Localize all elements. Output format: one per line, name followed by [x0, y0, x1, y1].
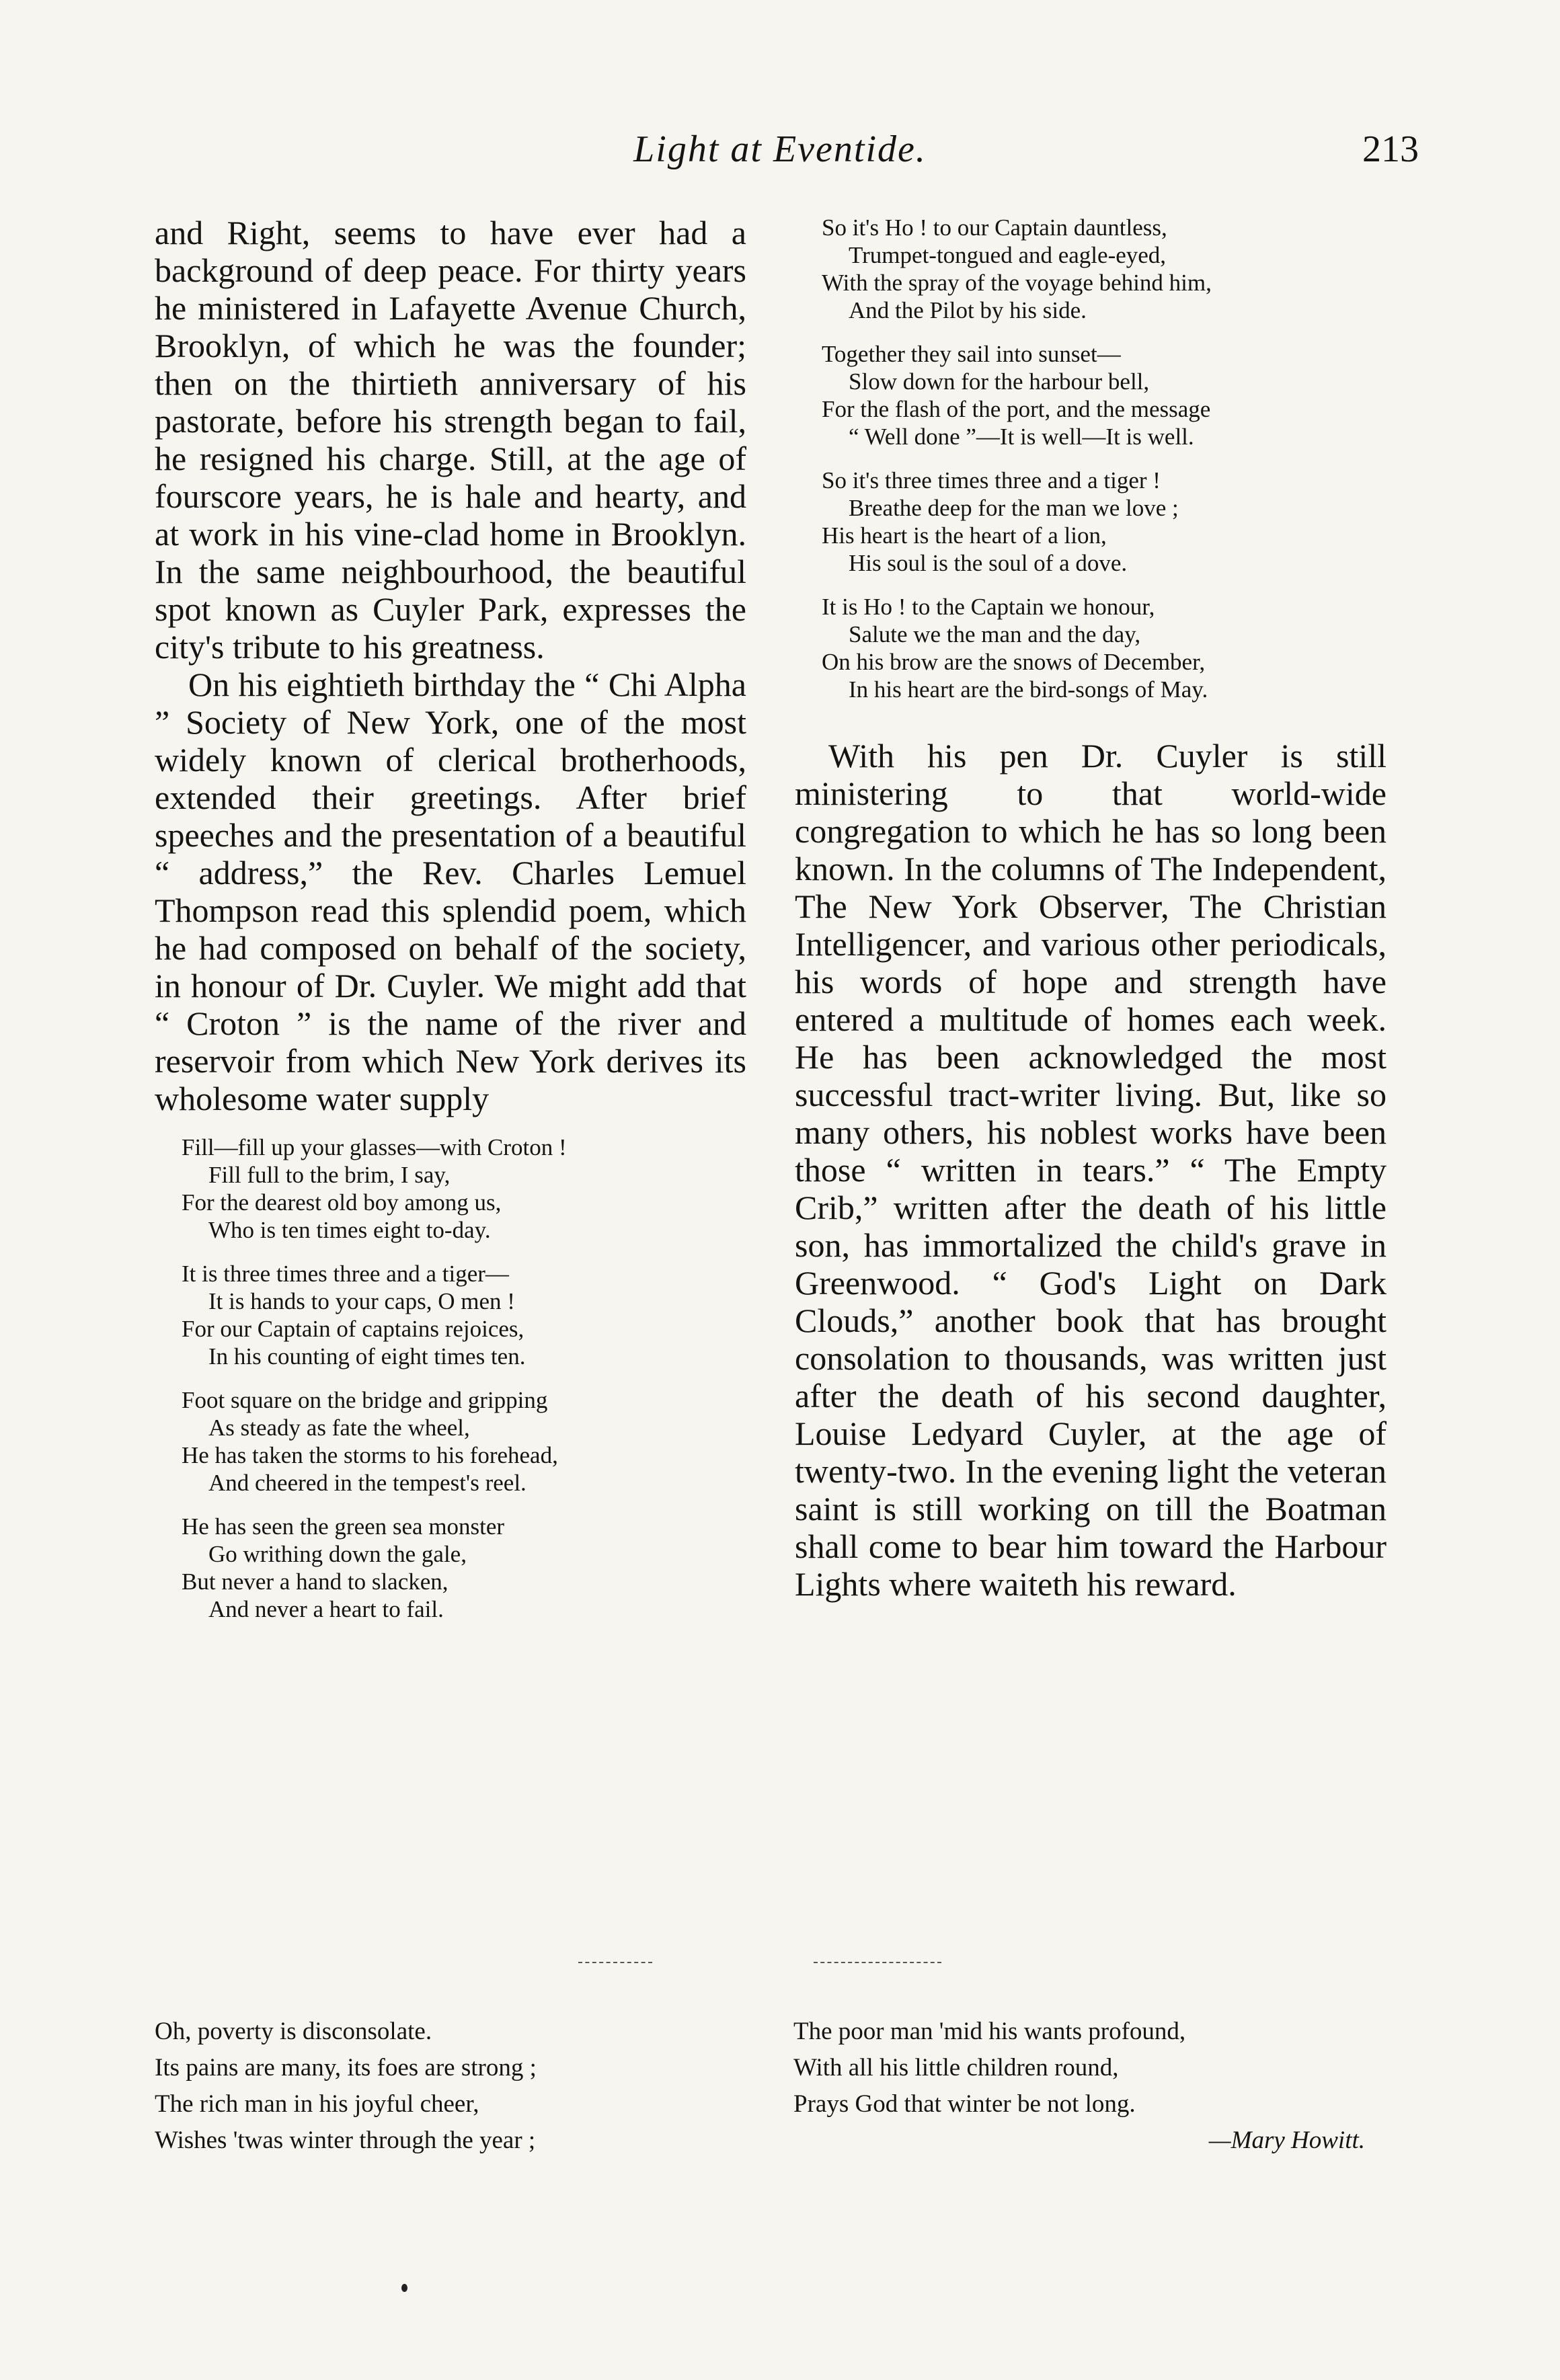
poem-line: Who is ten times eight to-day.	[208, 1217, 491, 1243]
poem-line: Foot square on the bridge and gripping	[182, 1387, 548, 1413]
poem-stanza	[182, 1513, 746, 1623]
poem-line: With the spray of the voyage behind him,	[822, 270, 1212, 296]
poem-line: Wishes 'twas winter through the year ;	[155, 2127, 536, 2154]
poem-line: And cheered in the tempest's reel.	[208, 1470, 526, 1496]
poem-line: And never a heart to fail.	[208, 1596, 444, 1622]
poem-stanza	[822, 467, 1387, 577]
poem-line: His soul is the soul of a dove.	[849, 550, 1128, 576]
right-prose	[795, 737, 1387, 1603]
poem-line: So it's three times three and a tiger !	[822, 467, 1161, 493]
poem-line: For our Captain of captains rejoices,	[182, 1316, 524, 1342]
poem-line: “ Well done ”—It is well—It is well.	[849, 424, 1194, 450]
footer-poem-left	[155, 2014, 746, 2159]
poem-line: Salute we the man and the day,	[849, 621, 1141, 647]
poem-stanza	[822, 340, 1387, 450]
left-paragraph-2: On his eightieth birthday the “ Chi Alpha ” Society of New York, one of the most widely known of clerical brotherhoods, extended their greetings. After brief speeches and the presentation of a beautiful “ address,” the Rev. Charles Lemuel Thompson read this splendid poem, which he had composed on behalf of the society, in honour of Dr. Cuyler. We might add that “ Croton ” is the name of the river and reservoir from which New York derives its wholesome water supply	[155, 666, 746, 1117]
poem-line: The poor man 'mid his wants profound,	[793, 2018, 1186, 2045]
poem-stanza	[182, 1134, 746, 1244]
footer-poem-right	[793, 2014, 1385, 2159]
page-title: Light at Eventide.	[633, 128, 927, 170]
page-number: 213	[1362, 128, 1419, 170]
poem-line: For the dearest old boy among us,	[182, 1189, 502, 1216]
poem-line: But never a hand to slacken,	[182, 1569, 448, 1595]
poem-line: Trumpet-tongued and eagle-eyed,	[849, 242, 1167, 268]
section-divider	[578, 1962, 652, 1963]
poem-stanza	[822, 593, 1387, 703]
left-column	[155, 214, 746, 1623]
poem-line: In his counting of eight times ten.	[208, 1343, 526, 1370]
birthday-poem-part-1	[182, 1134, 746, 1623]
poem-line: Together they sail into sunset—	[822, 341, 1121, 367]
poem-line: As steady as fate the wheel,	[208, 1415, 470, 1441]
poem-line: Oh, poverty is disconsolate.	[155, 2018, 432, 2045]
poem-line: With all his little children round,	[793, 2054, 1119, 2081]
poem-line: The rich man in his joyful cheer,	[155, 2090, 479, 2118]
poem-stanza	[182, 1260, 746, 1370]
right-column	[795, 214, 1387, 1603]
poem-line: And the Pilot by his side.	[849, 297, 1087, 323]
poem-line: It is hands to your caps, O men !	[208, 1288, 515, 1314]
birthday-poem-part-2	[822, 214, 1387, 703]
poem-line: For the flash of the port, and the message	[822, 396, 1211, 422]
poem-line: Fill full to the brim, I say,	[208, 1162, 451, 1188]
poem-attribution: —Mary Howitt.	[1208, 2127, 1365, 2154]
poem-line: On his brow are the snows of December,	[822, 649, 1206, 675]
poem-line: Fill—fill up your glasses—with Croton !	[182, 1134, 567, 1160]
poem-line: Breathe deep for the man we love ;	[849, 495, 1179, 521]
poem-line: Go writhing down the gale,	[208, 1541, 467, 1567]
right-paragraph: With his pen Dr. Cuyler is still ministering to that world-wide congregation to which he has so long been known. In the columns of The Independent, The New York Observer, The Christian Intelligencer, and various other periodicals, his words of hope and strength have entered a multitude of homes each week. He has been acknowledged the most successful tract-writer living. But, like so many others, his noblest works have been those “ written in tears.” “ The Empty Crib,” written after the death of his little son, has immortalized the child's grave in Greenwood. “ God's Light on Dark Clouds,” another book that has brought consolation to thousands, was written just after the death of his second daughter, Louise Ledyard Cuyler, at the age of twenty-two. In the evening light the veteran saint is still working on till the Boatman shall come to bear him toward the Harbour Lights where waiteth his reward.	[795, 737, 1387, 1603]
poem-line: It is three times three and a tiger—	[182, 1261, 509, 1287]
poem-stanza	[822, 214, 1387, 324]
left-prose	[155, 214, 746, 1117]
poem-line: It is Ho ! to the Captain we honour,	[822, 594, 1155, 620]
poem-line: So it's Ho ! to our Captain dauntless,	[822, 214, 1167, 241]
section-divider	[814, 1962, 941, 1963]
poem-line: Prays God that winter be not long.	[793, 2090, 1136, 2118]
poem-line: In his heart are the bird-songs of May.	[849, 676, 1208, 703]
poem-line: He has taken the storms to his forehead,	[182, 1442, 558, 1468]
ink-speck	[401, 2284, 407, 2292]
poem-line: Slow down for the harbour bell,	[849, 368, 1150, 395]
poem-line: Its pains are many, its foes are strong ;	[155, 2054, 537, 2081]
left-paragraph-1: and Right, seems to have ever had a background of deep peace. For thirty years he ministered in Lafayette Avenue Church, Brooklyn, of which he was the founder; then on the thirtieth anniversary of his pastorate, before his strength began to fail, he resigned his charge. Still, at the age of fourscore years, he is hale and hearty, and at work in his vine-clad home in Brooklyn. In the same neighbourhood, the beautiful spot known as Cuyler Park, expresses the city's tribute to his greatness.	[155, 214, 746, 666]
poem-line: His heart is the heart of a lion,	[822, 522, 1107, 549]
poem-line: He has seen the green sea monster	[182, 1513, 505, 1540]
poem-stanza	[182, 1386, 746, 1497]
